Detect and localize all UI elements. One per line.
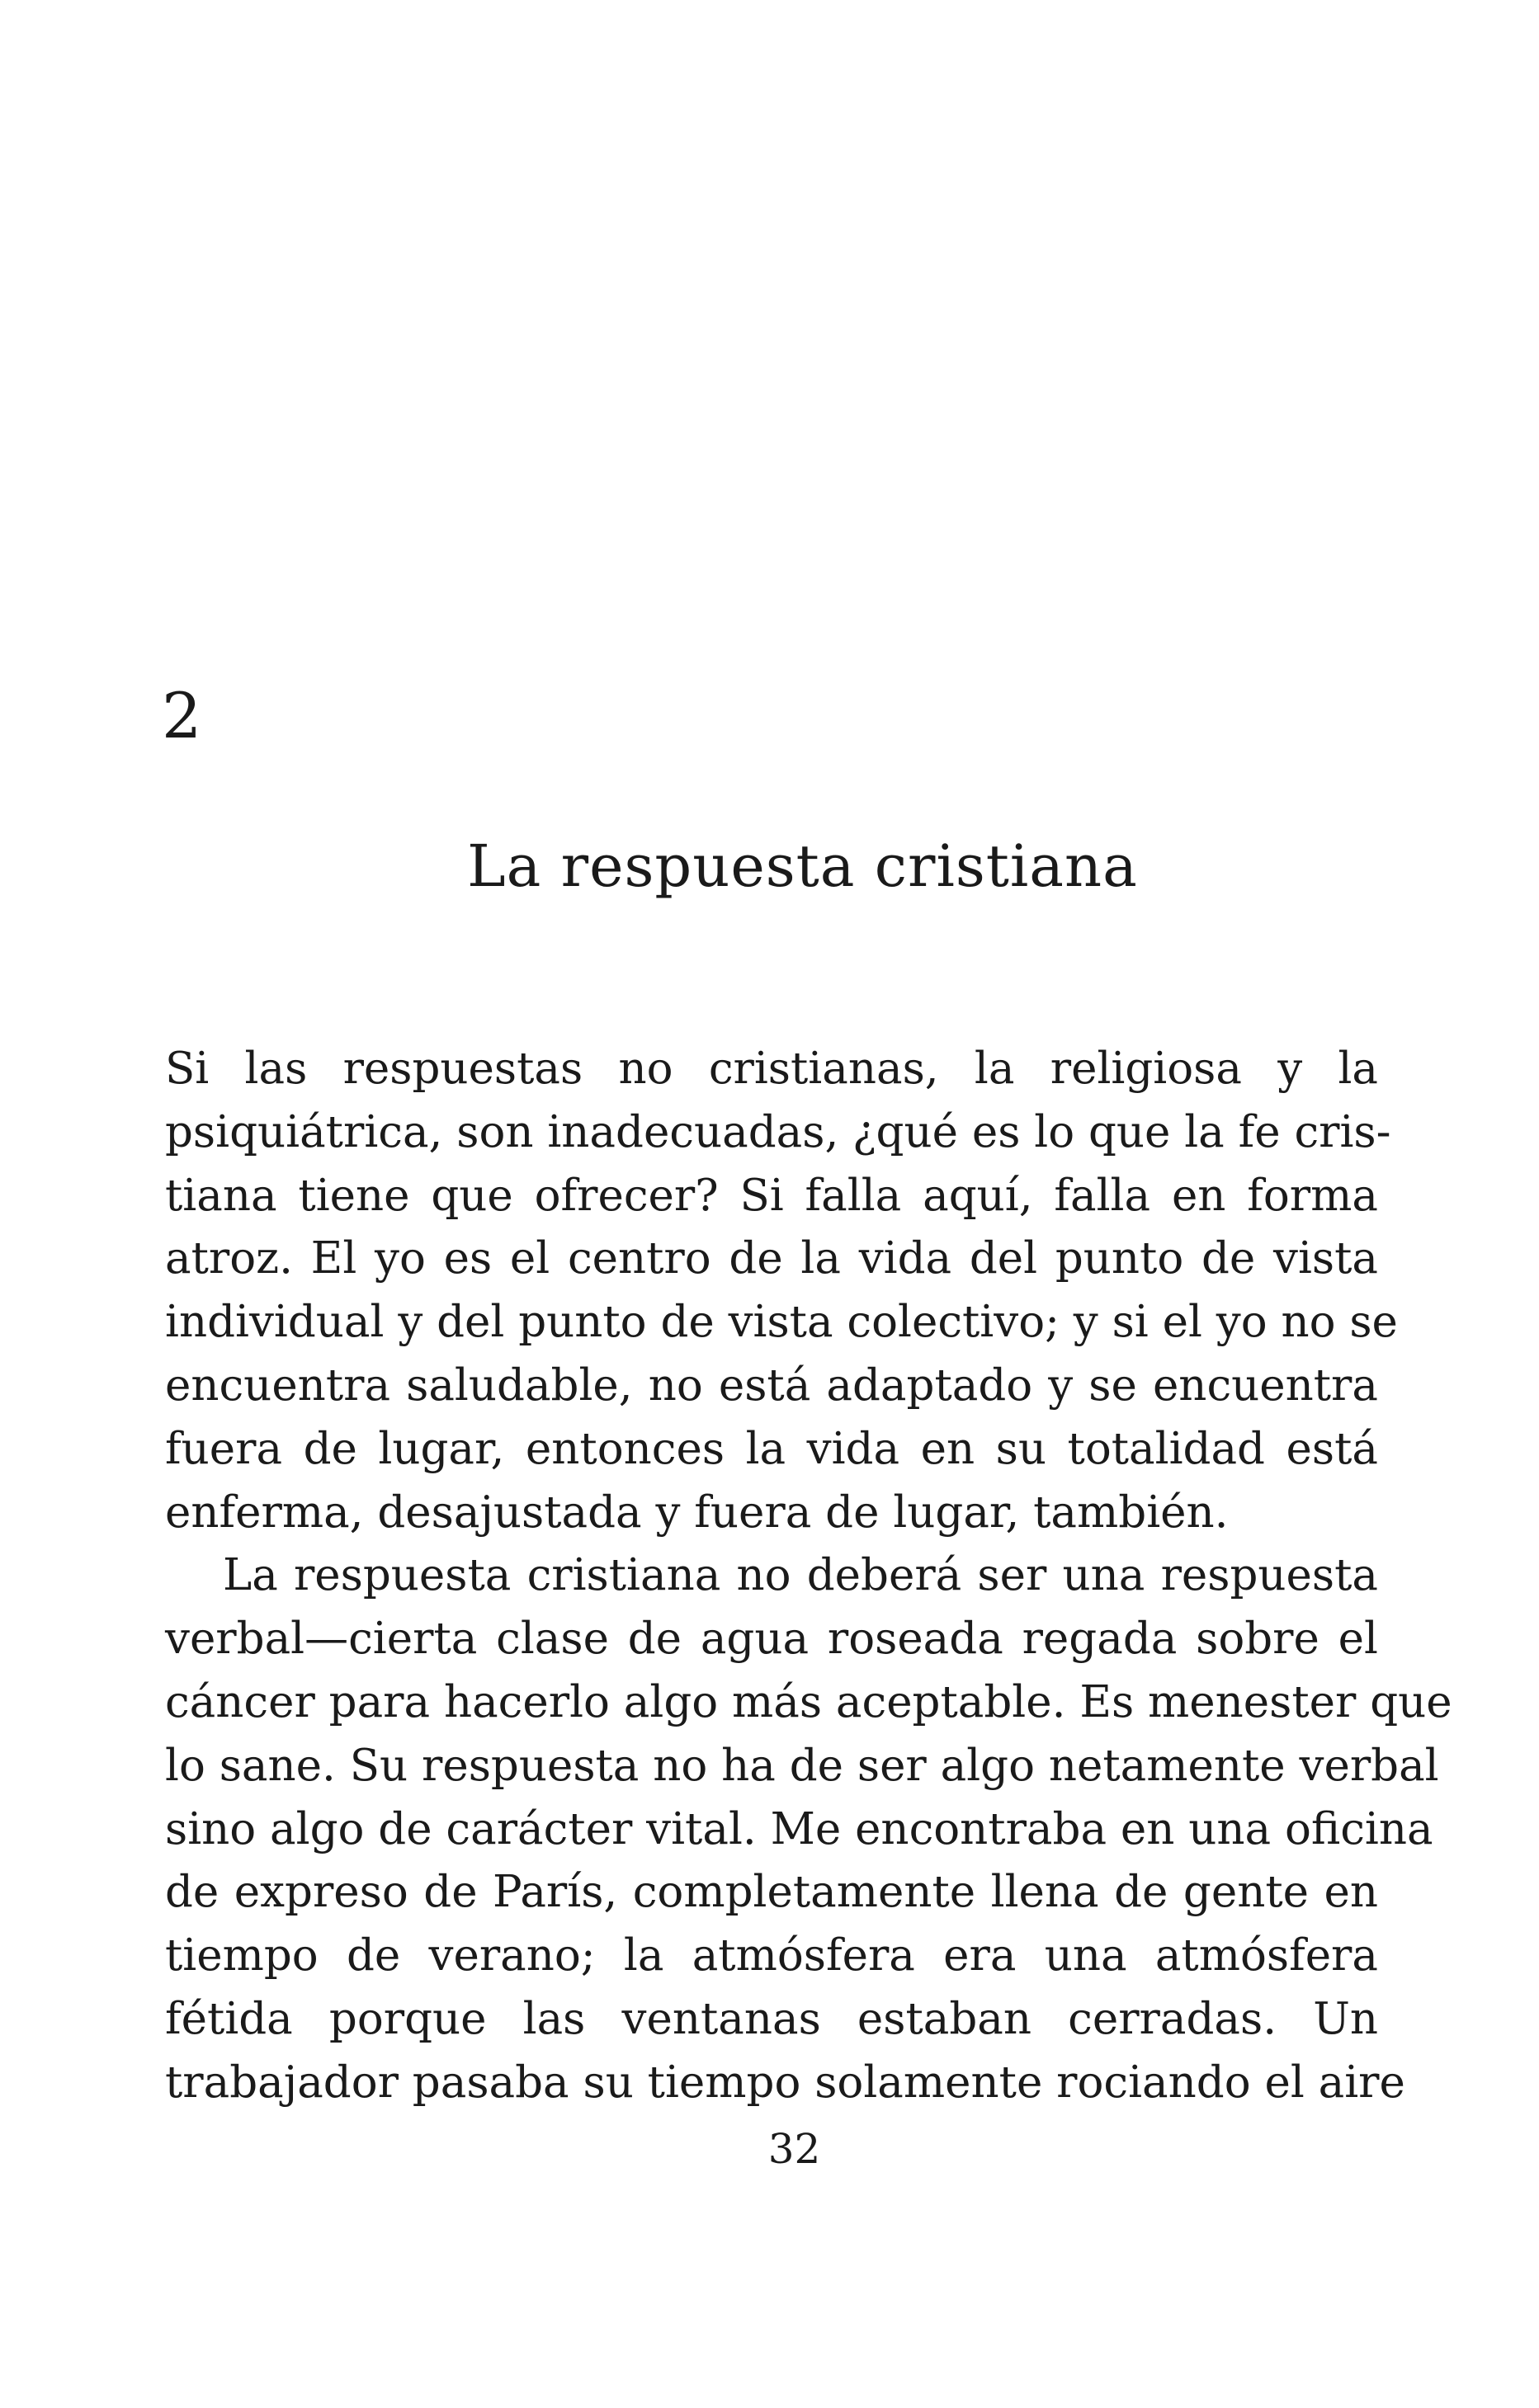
text-line: individual y del punto de vista colectivo; y si el yo no se [165,1297,1398,1348]
body-text [165,1038,1452,2115]
text-line: lo sane. Su respuesta no ha de ser algo netamente verbal [165,1740,1439,1791]
text-line: de expreso de París, completamente llena de gente en [165,1867,1378,1918]
text-line: tiempo de verano; la atmósfera era una atmósfera [165,1930,1378,1982]
text-line: encuentra saludable, no está adaptado y se encuentra [165,1360,1378,1411]
text-line: tiana tiene que ofrecer? Si falla aquí, falla en forma [165,1170,1378,1221]
text-line: enferma, desajustada y fuera de lugar, también. [165,1487,1229,1538]
text-line: sino algo de carácter vital. Me encontraba en una oficina [165,1803,1433,1854]
text-line: trabajador pasaba su tiempo solamente rociando el aire [165,2057,1405,2108]
chapter-number: 2 [162,679,202,752]
text-line: Si las respuestas no cristianas, la religiosa y la [165,1044,1378,1094]
text-line: fétida porque las ventanas estaban cerradas. Un [165,1993,1378,2044]
page-number: 32 [767,2125,821,2173]
text-line: atroz. El yo es el centro de la vida del punto de vista [165,1233,1378,1284]
text-line: La respuesta cristiana no deberá ser una respuesta [223,1550,1378,1601]
text-line: cáncer para hacerlo algo más aceptable. Es menester que [165,1676,1452,1727]
text-line: psiquiátrica, son inadecuadas, ¿qué es lo que la fe cris- [165,1106,1391,1157]
chapter-title: La respuesta cristiana [467,832,1138,900]
text-line: fuera de lugar, entonces la vida en su totalidad está [165,1423,1378,1474]
text-line: verbal—cierta clase de agua roseada regada sobre el [165,1614,1378,1665]
